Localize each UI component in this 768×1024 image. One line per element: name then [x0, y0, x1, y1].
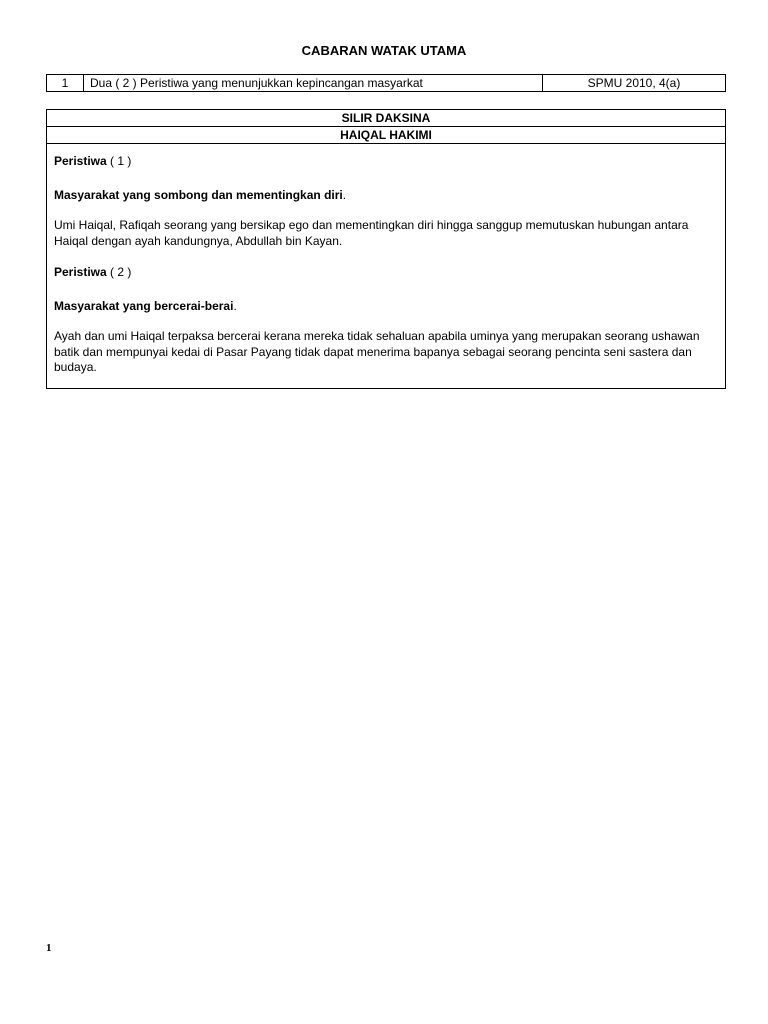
event-heading-end: .	[233, 299, 237, 313]
event-number: ( 2 )	[110, 265, 132, 279]
event-label-text: Peristiwa	[54, 154, 107, 168]
novel-title: SILIR DAKSINA	[47, 110, 725, 127]
event-heading-text: Masyarakat yang sombong dan mementingkan diri	[54, 188, 343, 202]
event-2	[54, 265, 718, 376]
reference-table	[46, 74, 726, 92]
event-label	[54, 154, 718, 168]
event-description: Umi Haiqal, Rafiqah seorang yang bersikap ego dan mementingkan diri hingga sanggup memutuskan hubungan antara Haiqal dengan ayah kandungnya, Abdullah bin Kayan.	[54, 218, 689, 248]
event-label-text: Peristiwa	[54, 265, 107, 279]
event-heading-text: Masyarakat yang bercerai-berai	[54, 299, 234, 313]
event-heading	[54, 299, 718, 313]
character-name: HAIQAL HAKIMI	[47, 127, 725, 144]
page-number: 1	[46, 942, 52, 954]
event-description: Ayah dan umi Haiqal terpaksa bercerai kerana mereka tidak sehaluan apabila uminya yang merupakan seorang ushawan batik dan mempunyai kedai di Pasar Payang tidak dapat menerima bapanya sebagai seorang pencinta seni sastera dan budaya.	[54, 329, 700, 374]
reference-number: 1	[47, 75, 84, 92]
table-row	[47, 75, 726, 92]
event-1	[54, 154, 718, 249]
reference-source: SPMU 2010, 4(a)	[543, 75, 726, 92]
event-number: ( 1 )	[110, 154, 132, 168]
event-heading-end: .	[342, 188, 347, 202]
events-body	[47, 144, 725, 388]
page-title: CABARAN WATAK UTAMA	[301, 43, 467, 58]
content-box	[46, 109, 726, 389]
event-label	[54, 265, 718, 279]
event-heading	[54, 188, 718, 202]
reference-topic: Dua ( 2 ) Peristiwa yang menunjukkan kepincangan masyarkat	[84, 75, 543, 92]
